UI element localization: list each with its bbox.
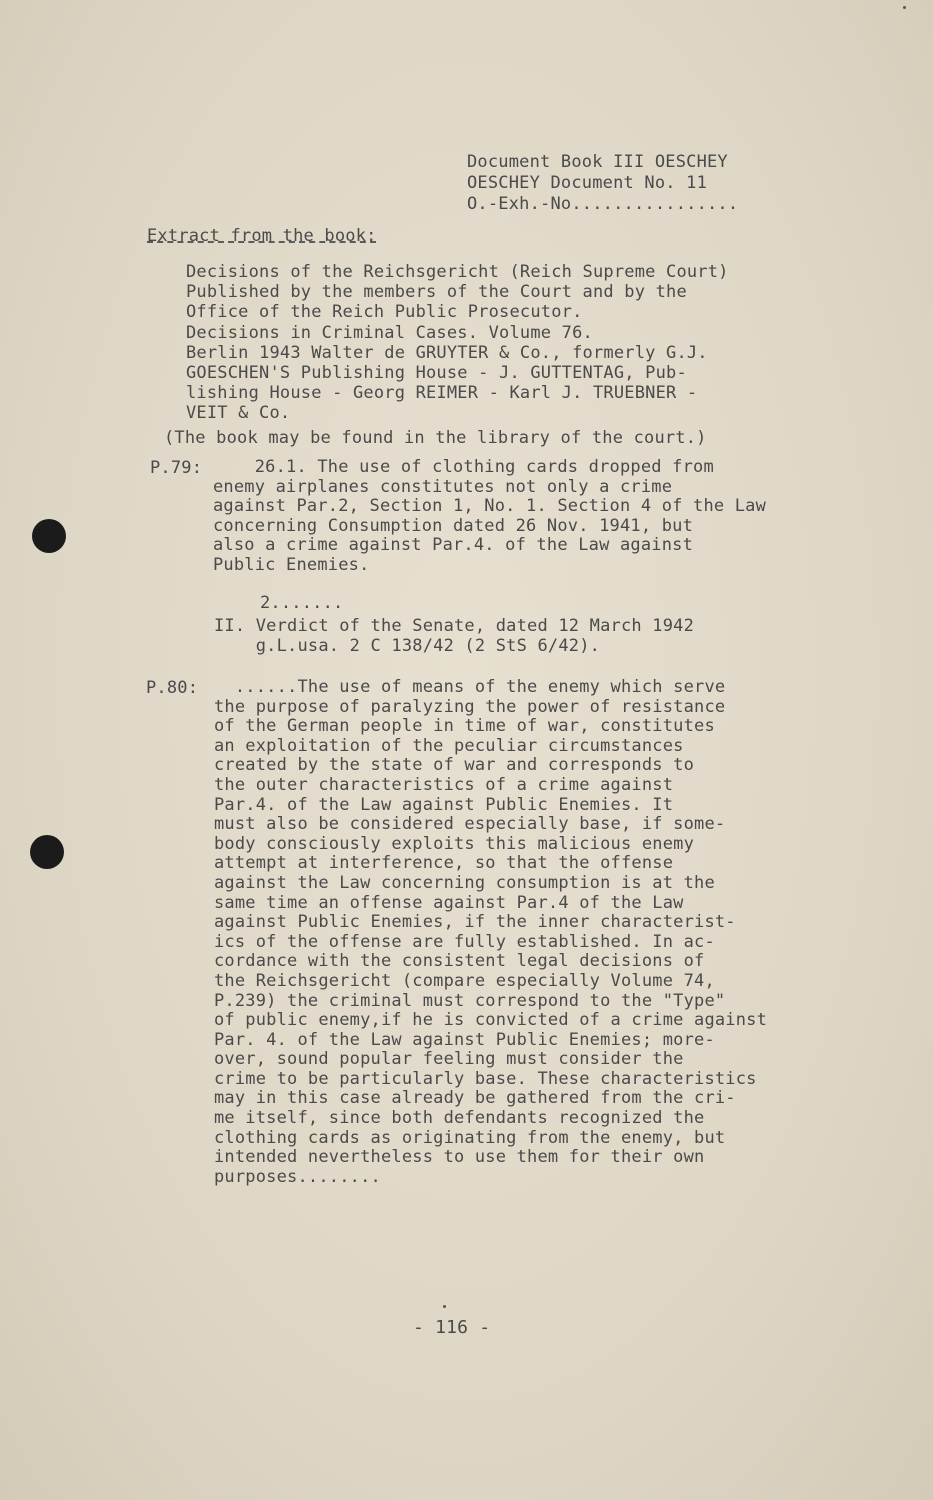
p80-line: crime to be particularly base. These characteristics — [214, 1068, 757, 1089]
p80-line: over, sound popular feeling must consider the — [214, 1049, 684, 1070]
document-header — [467, 152, 738, 215]
header-line-3: O.-Exh.-No................ — [467, 194, 739, 214]
source-line: Published by the members of the Court and by the — [186, 282, 687, 303]
p80-line: of the German people in time of war, constitutes — [214, 716, 715, 737]
p79-line: concerning Consumption dated 26 Nov. 1941, but — [213, 515, 694, 536]
p80-line: purposes........ — [214, 1166, 381, 1187]
p80-line: Par.4. of the Law against Public Enemies. It — [214, 794, 674, 815]
p80-line: the outer characteristics of a crime against — [214, 774, 674, 795]
source-line: Decisions in Criminal Cases. Volume 76. — [186, 322, 593, 343]
p80-line: against Public Enemies, if the inner characterist- — [214, 912, 736, 933]
p80-line: P.239) the criminal must correspond to the "Type" — [214, 990, 726, 1011]
p79-paragraph — [213, 458, 766, 576]
p80-line: of public enemy,if he is convicted of a crime against — [214, 1010, 768, 1031]
punch-hole — [30, 835, 64, 869]
p80-label: P.80: — [146, 678, 199, 698]
p80-line: clothing cards as originating from the enemy, but — [214, 1127, 726, 1148]
library-note: (The book may be found in the library of the court.) — [164, 428, 707, 448]
source-citation — [186, 262, 729, 424]
p80-line: ics of the offense are fully established. In ac- — [214, 931, 715, 952]
p79-line: also a crime against Par.4. of the Law against — [213, 535, 694, 556]
source-line: lishing House - Georg REIMER - Karl J. TRUEBNER - — [186, 383, 698, 404]
verdict — [214, 616, 694, 656]
p79-label: P.79: — [150, 458, 203, 478]
p80-line: ......The use of means of the enemy which serve — [214, 677, 726, 697]
verdict-line: g.L.usa. 2 C 138/42 (2 StS 6/42). — [214, 636, 601, 656]
extract-heading: Extract from the book: — [147, 226, 377, 246]
p80-line: same time an offense against Par.4 of the Law — [214, 892, 684, 913]
p80-paragraph — [214, 678, 767, 1187]
p80-line: the Reichsgericht (compare especially Volume 74, — [214, 970, 715, 991]
p80-line: intended nevertheless to use them for their own — [214, 1147, 705, 1168]
p80-line: may in this case already be gathered from the cri- — [214, 1088, 736, 1109]
verdict-line: II. Verdict of the Senate, dated 12 March 1942 — [214, 616, 695, 636]
p80-line: me itself, since both defendants recognized the — [214, 1108, 705, 1129]
p79-line: Public Enemies. — [213, 554, 370, 575]
header-line-1: Document Book III OESCHEY — [467, 152, 728, 172]
p80-line: created by the state of war and corresponds to — [214, 755, 695, 776]
p80-line: against the Law concerning consumption is at the — [214, 872, 715, 893]
source-line: Office of the Reich Public Prosecutor. — [186, 302, 583, 323]
source-line: Berlin 1943 Walter de GRUYTER & Co., formerly G.J. — [186, 342, 708, 363]
p80-line: cordance with the consistent legal decisions of — [214, 951, 705, 972]
punch-hole — [32, 519, 66, 553]
p79-line: enemy airplanes constitutes not only a crime — [213, 476, 673, 497]
p79-line: 26.1. The use of clothing cards dropped from — [213, 457, 714, 477]
source-line: GOESCHEN'S Publishing House - J. GUTTENTAG, Pub- — [186, 363, 687, 384]
header-line-2: OESCHEY Document No. 11 — [467, 173, 708, 193]
p80-line: the purpose of paralyzing the power of resistance — [214, 696, 726, 717]
item-2-ellipsis: 2....... — [260, 593, 344, 613]
p80-line: must also be considered especially base, if some- — [214, 814, 726, 835]
p80-line: Par. 4. of the Law against Public Enemies; more- — [214, 1029, 715, 1050]
page-number: - 116 - — [413, 1317, 491, 1338]
paper-speck — [903, 6, 906, 9]
paper-speck — [443, 1305, 446, 1308]
p79-line: against Par.2, Section 1, No. 1. Section 4 of the Law — [213, 496, 767, 517]
p80-line: attempt at interference, so that the offense — [214, 853, 674, 874]
p80-line: an exploitation of the peculiar circumstances — [214, 735, 684, 756]
source-line: Decisions of the Reichsgericht (Reich Supreme Court) — [186, 262, 729, 282]
p80-line: body consciously exploits this malicious enemy — [214, 833, 695, 854]
source-line: VEIT & Co. — [186, 403, 291, 424]
